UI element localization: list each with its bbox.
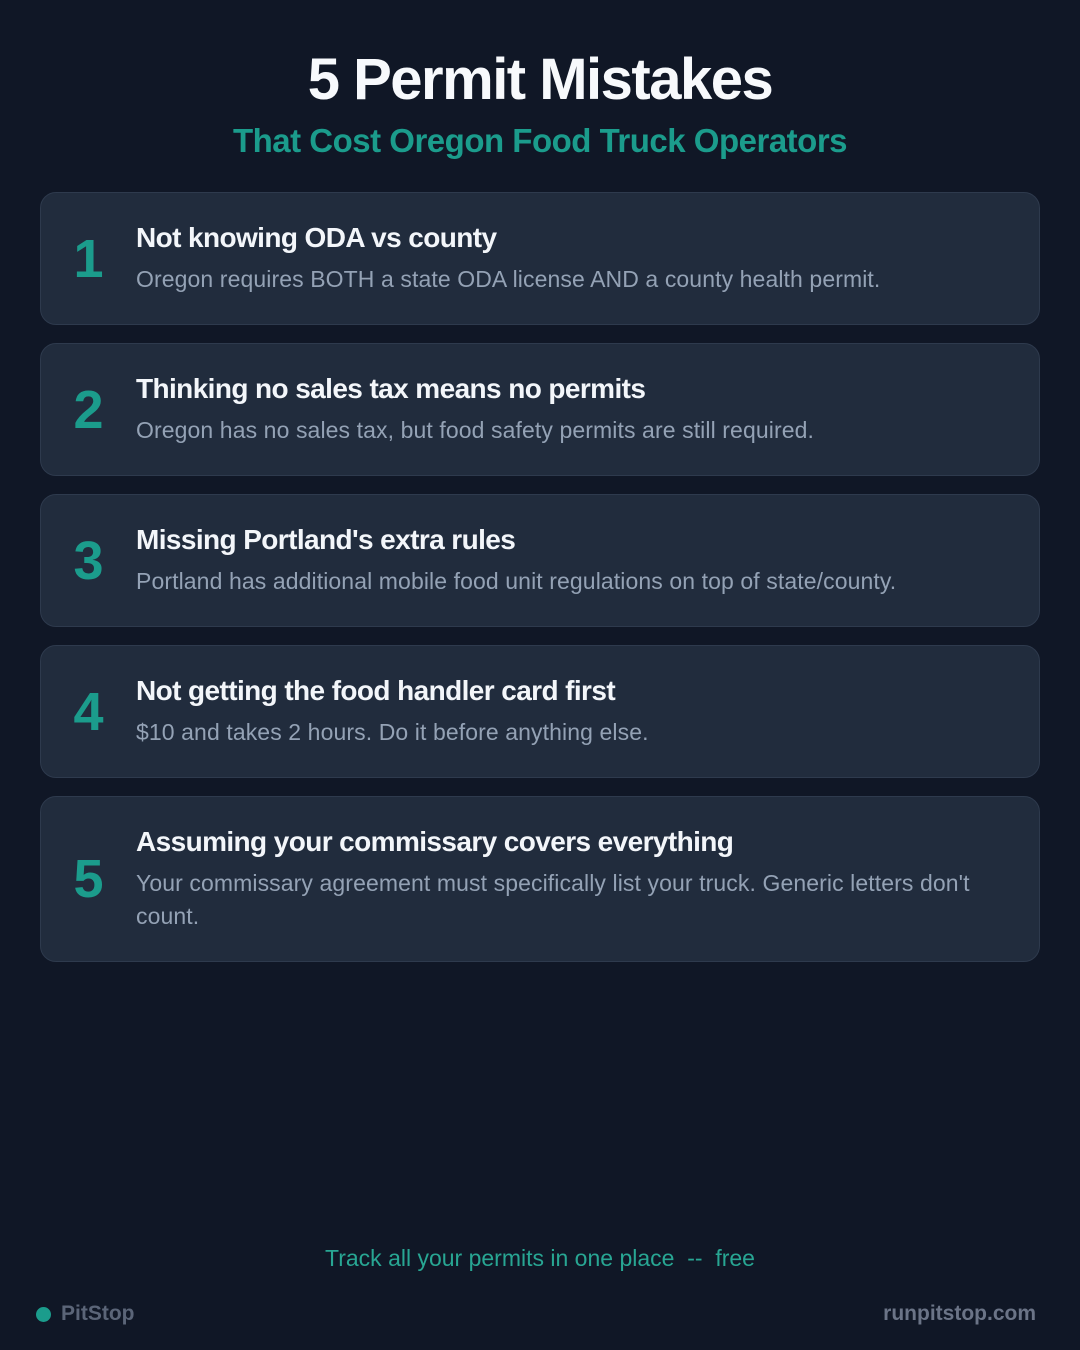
mistake-number: 2: [73, 379, 104, 440]
mistake-card-2: [40, 343, 1040, 476]
mistake-body: [136, 523, 1001, 598]
brand-logo: [36, 1302, 135, 1326]
mistake-description: Portland has additional mobile food unit regulations on top of state/county.: [136, 568, 897, 594]
mistake-description: Your commissary agreement must specifically list your truck. Generic letters don't count.: [136, 870, 970, 929]
page-subtitle: That Cost Oregon Food Truck Operators: [232, 121, 848, 159]
website-url: runpitstop.com: [883, 1302, 1036, 1325]
mistake-card-list: [40, 192, 1040, 980]
mistake-title: Missing Portland's extra rules: [136, 524, 516, 555]
mistake-description: $10 and takes 2 hours. Do it before anything else.: [136, 719, 649, 745]
mistake-card-5: [40, 796, 1040, 962]
mistake-card-3: [40, 494, 1040, 627]
mistake-card-1: [40, 192, 1040, 325]
mistake-title: Not getting the food handler card first: [136, 675, 616, 706]
mistake-body: [136, 674, 1001, 749]
mistake-description: Oregon has no sales tax, but food safety permits are still required.: [136, 417, 814, 443]
mistake-number: 1: [73, 228, 104, 289]
mistake-title: Not knowing ODA vs county: [136, 222, 497, 253]
brand-name: PitStop: [61, 1302, 135, 1325]
page-title: 5 Permit Mistakes: [307, 47, 773, 112]
mistake-title: Assuming your commissary covers everything: [136, 826, 734, 857]
mistake-description: Oregon requires BOTH a state ODA license AND a county health permit.: [136, 266, 881, 292]
cta-tagline: Track all your permits in one place -- free: [325, 1244, 755, 1271]
footer-brand-row: [36, 1302, 1036, 1326]
mistake-number: 3: [73, 530, 104, 591]
mistake-body: [136, 372, 1001, 447]
brand-dot-icon: [36, 1307, 51, 1322]
mistake-number: 4: [73, 681, 104, 742]
header: [0, 0, 1080, 159]
mistake-card-4: [40, 645, 1040, 778]
mistake-number: 5: [73, 849, 104, 909]
mistake-body: [136, 825, 1001, 933]
mistake-body: [136, 221, 1001, 296]
mistake-title: Thinking no sales tax means no permits: [136, 373, 646, 404]
